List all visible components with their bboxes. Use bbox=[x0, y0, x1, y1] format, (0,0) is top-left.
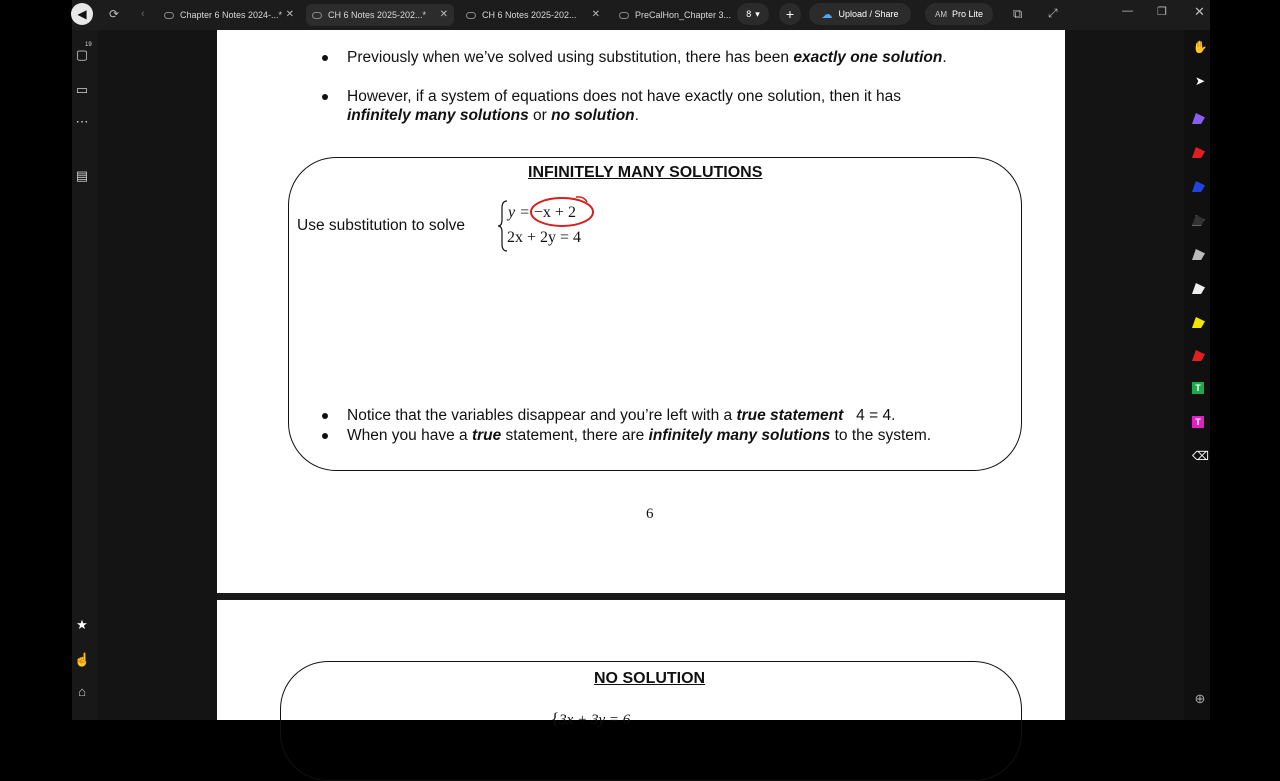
red-circle-annotation bbox=[528, 194, 598, 230]
emphasis: true bbox=[471, 427, 502, 444]
emphasis: infinitely many solutions bbox=[347, 107, 529, 124]
text: When you have a bbox=[347, 427, 472, 444]
cloud-upload-icon: ☁ bbox=[821, 8, 833, 21]
text: or bbox=[528, 107, 552, 124]
box-heading: NO SOLUTION bbox=[594, 670, 706, 687]
bullet-true-statement bbox=[347, 406, 895, 425]
cloud-icon bbox=[312, 12, 322, 19]
close-icon[interactable]: ✕ bbox=[285, 9, 294, 20]
text: However, if a system of equations does not have exactly one solution, then it has bbox=[347, 88, 902, 105]
chevron-left-icon[interactable]: ‹ bbox=[141, 8, 145, 20]
tab-label: CH 6 Notes 2025-202... bbox=[482, 10, 577, 20]
eq1-rhs: −x + 2 bbox=[533, 204, 576, 221]
text: to the system. bbox=[830, 427, 932, 444]
tab-label: PreCalHon_Chapter 3... bbox=[634, 10, 731, 20]
gesture-icon[interactable]: ☝ bbox=[74, 652, 91, 667]
text: . bbox=[634, 107, 639, 124]
pointer-icon[interactable]: ➤ bbox=[1194, 74, 1206, 88]
hand-icon[interactable]: ✋ bbox=[1192, 40, 1208, 54]
tab-precalhon-chapter-3[interactable] bbox=[613, 4, 731, 26]
equation-partial bbox=[551, 709, 630, 729]
home-button[interactable] bbox=[71, 3, 93, 25]
emphasis: true statement bbox=[736, 407, 844, 424]
page-number: 6 bbox=[646, 506, 654, 522]
bullet-dot bbox=[322, 413, 328, 419]
upload-share-button[interactable] bbox=[809, 3, 911, 25]
graduation-cap-icon[interactable]: ⌂ bbox=[78, 684, 86, 699]
tab-ch-6-notes-2025[interactable] bbox=[460, 4, 606, 26]
pages-badge: 19 bbox=[85, 42, 92, 48]
instruction-text: Use substitution to solve bbox=[297, 217, 466, 234]
screen-share-icon[interactable]: ⧉ bbox=[1013, 6, 1023, 21]
eraser-icon[interactable]: ⌫ bbox=[1192, 449, 1209, 463]
chevron-down-icon: ▾ bbox=[755, 8, 760, 19]
more-icon[interactable]: ⋯ bbox=[75, 114, 89, 129]
star-icon[interactable]: ★ bbox=[76, 617, 88, 632]
add-tool-icon[interactable]: ⊕ bbox=[1194, 691, 1206, 706]
eq-text: 3x + 3y = 6 bbox=[559, 712, 631, 728]
avatar: AM bbox=[934, 9, 947, 19]
text: statement, there are bbox=[501, 427, 649, 444]
text-tool-magenta-icon[interactable]: T bbox=[1192, 416, 1204, 428]
tab-label: CH 6 Notes 2025-202...* bbox=[328, 10, 427, 20]
bullet-dot bbox=[322, 433, 328, 439]
pages-icon[interactable]: ▢ bbox=[75, 47, 89, 62]
cloud-icon bbox=[466, 12, 476, 19]
equation-2: 2x + 2y = 4 bbox=[507, 229, 582, 246]
sync-icon[interactable]: ⟳ bbox=[109, 7, 120, 21]
emphasis: no solution bbox=[551, 107, 635, 124]
brace-icon: { bbox=[551, 709, 560, 728]
plus-icon: + bbox=[785, 6, 795, 22]
text: Notice that the variables disappear and you’re left with a bbox=[347, 407, 737, 424]
text: 4 = 4. bbox=[843, 407, 896, 424]
tab-count-dropdown[interactable] bbox=[737, 3, 769, 25]
box-heading: INFINITELY MANY SOLUTIONS bbox=[528, 164, 763, 181]
plan-label: Pro Lite bbox=[951, 9, 984, 19]
tab-chapter-6-notes-2024[interactable] bbox=[158, 4, 300, 26]
new-tab-button[interactable] bbox=[779, 3, 801, 25]
book-icon[interactable]: ▭ bbox=[75, 82, 89, 97]
restore-icon[interactable]: ❐ bbox=[1157, 6, 1167, 18]
emphasis: infinitely many solutions bbox=[648, 427, 831, 444]
notes-icon[interactable]: ▤ bbox=[75, 168, 89, 183]
upload-share-label: Upload / Share bbox=[838, 9, 899, 19]
bullet-dot bbox=[322, 55, 328, 61]
arrow-left-icon: ◀ bbox=[77, 7, 87, 21]
bullet-not-exactly-one bbox=[347, 87, 901, 125]
bullet-dot bbox=[322, 94, 328, 100]
text: . bbox=[942, 49, 947, 66]
close-window-icon[interactable]: ✕ bbox=[1194, 4, 1205, 19]
cloud-icon bbox=[164, 12, 174, 19]
eq1-lhs: y = bbox=[508, 204, 534, 221]
tab-label: Chapter 6 Notes 2024-...* bbox=[180, 10, 283, 20]
expand-icon[interactable]: ⤢ bbox=[1048, 6, 1058, 20]
close-icon[interactable]: ✕ bbox=[439, 9, 448, 20]
text: Previously when we’ve solved using substitution, there has been bbox=[347, 49, 794, 66]
tool-rail bbox=[1184, 30, 1210, 720]
bullet-exactly-one-solution bbox=[347, 48, 947, 67]
tab-ch-6-notes-2025-active[interactable] bbox=[306, 4, 454, 26]
cloud-icon bbox=[619, 12, 629, 19]
tab-count: 8 bbox=[746, 9, 752, 19]
bullet-infinitely-many bbox=[347, 426, 931, 445]
minimize-icon[interactable]: — bbox=[1122, 5, 1133, 17]
emphasis: exactly one solution bbox=[793, 49, 943, 66]
text-tool-green-icon[interactable]: T bbox=[1192, 382, 1204, 394]
page-separator bbox=[217, 593, 1065, 600]
close-icon[interactable]: ✕ bbox=[591, 9, 600, 20]
account-pro-lite-button[interactable] bbox=[925, 3, 993, 25]
